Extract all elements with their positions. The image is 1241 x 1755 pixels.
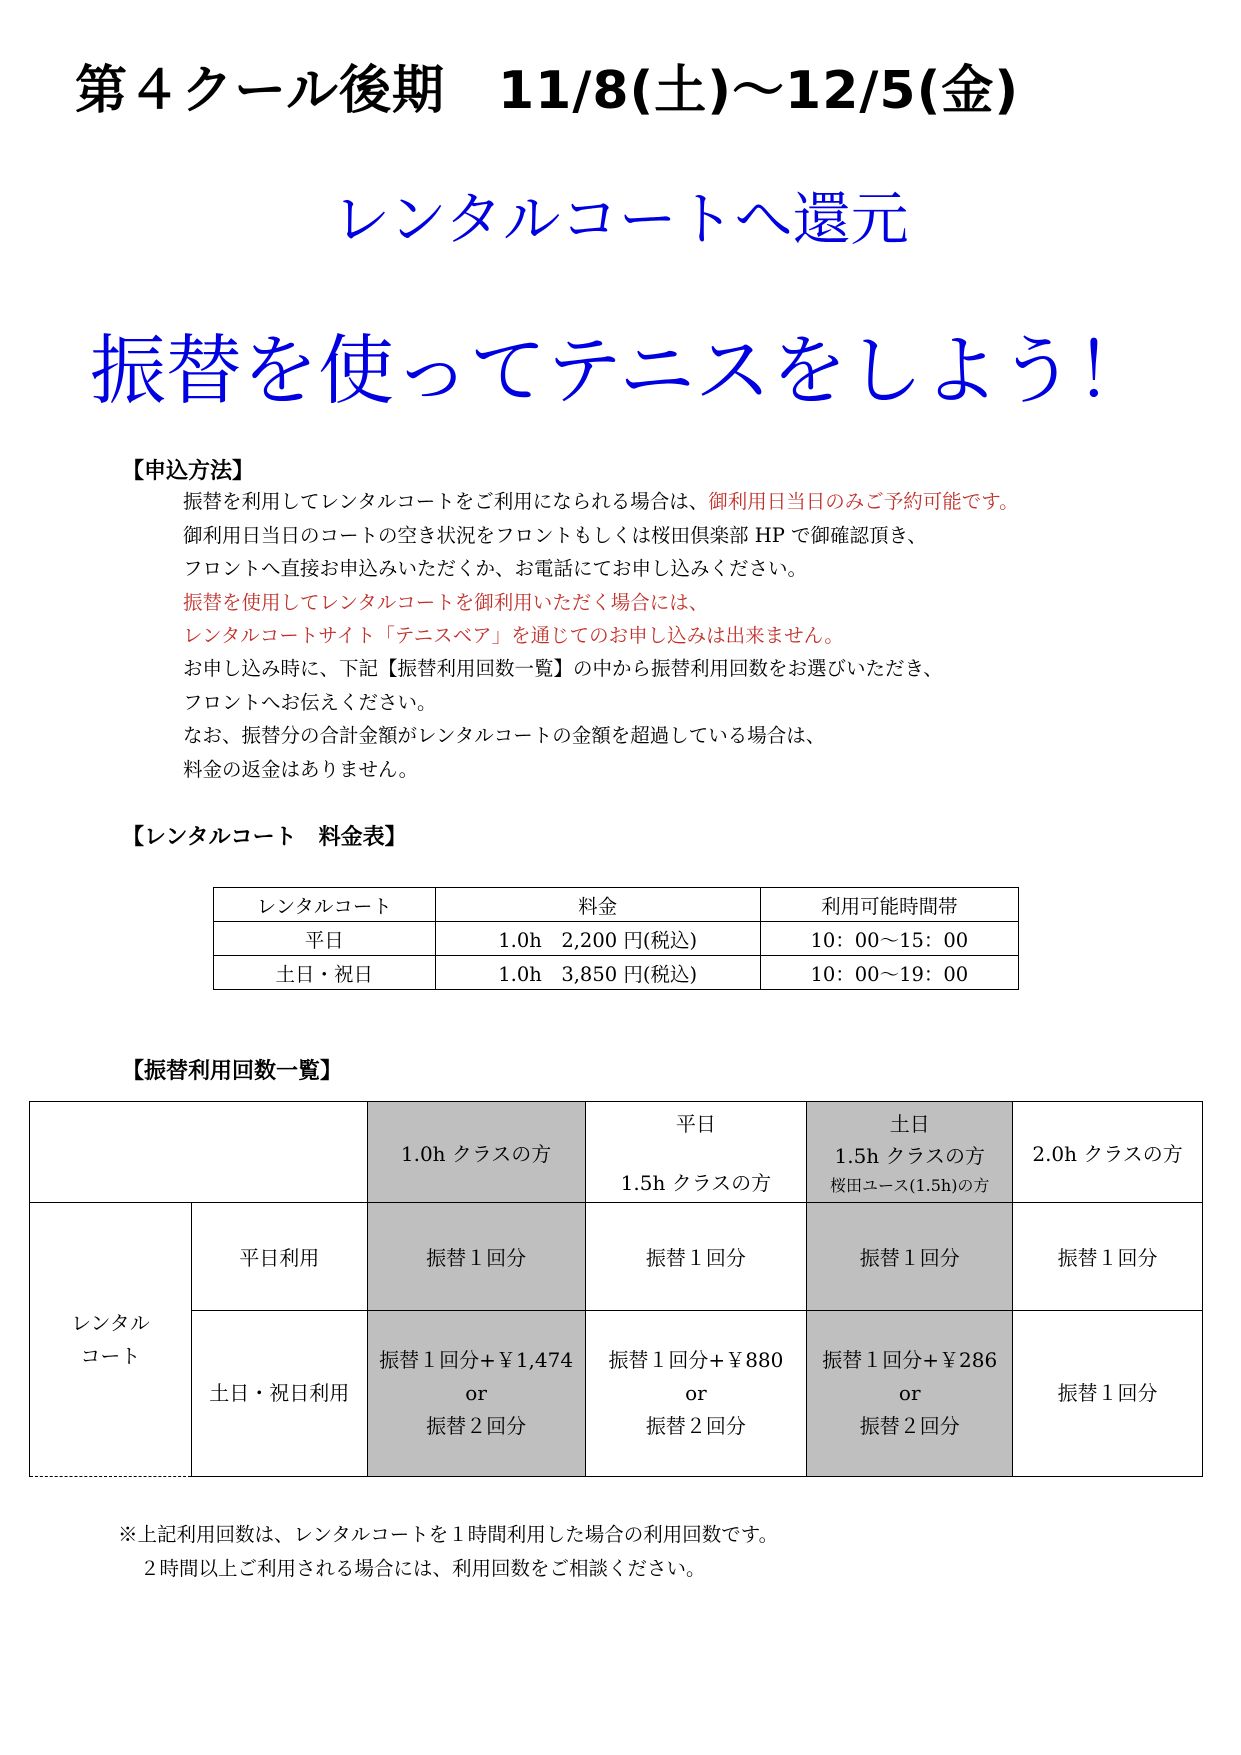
application-line: 振替を使用してレンタルコートを御利用いただく場合には、 — [183, 591, 709, 614]
price-table — [213, 887, 1019, 990]
table-row — [30, 1102, 1203, 1203]
application-line: 料金の返金はありません。 — [183, 758, 419, 781]
price-table-heading: 【レンタルコート 料金表】 — [122, 825, 407, 850]
col-header-label: 1.0h クラスの方 — [400, 1141, 552, 1166]
cell-option: 振替１回分+￥880 — [608, 1348, 784, 1372]
table-cell: 1.0h 3,850 円(税込) — [435, 956, 760, 990]
application-text: 振替を利用してレンタルコートをご利用になられる場合は、 — [183, 490, 709, 513]
table-row — [214, 888, 1019, 922]
cell-option: 振替２回分 — [645, 1414, 746, 1438]
application-red-text: 御利用日当日のみご予約可能です。 — [708, 490, 1019, 513]
cell-or: or — [465, 1381, 487, 1405]
row-group-line: レンタル — [71, 1310, 150, 1335]
table-cell — [367, 1311, 585, 1477]
col-header-weekday-15h — [585, 1102, 807, 1203]
row-label: 平日利用 — [191, 1203, 367, 1311]
weekend-label: 土日 — [889, 1112, 930, 1136]
cell-option: 振替２回分 — [859, 1414, 960, 1438]
application-line: なお、振替分の合計金額がレンタルコートの金額を超過している場合は、 — [183, 724, 826, 747]
row-group-line: コート — [80, 1343, 141, 1368]
table-cell: 振替１回分 — [585, 1203, 807, 1311]
table-cell: 振替１回分 — [1013, 1203, 1203, 1311]
col-header-sub-label: 桜田ユース(1.5h)の方 — [830, 1176, 990, 1195]
application-line: フロントへ直接お申込みいただくか、お電話にてお申し込みください。 — [183, 557, 808, 580]
table-row — [214, 956, 1019, 990]
application-line: 御利用日当日のコートの空き状況をフロントもしくは桜田倶楽部 HP で御確認頂き、 — [183, 524, 927, 547]
row-label: 土日・祝日利用 — [191, 1311, 367, 1477]
application-line: お申し込み時に、下記【振替利用回数一覧】の中から振替利用回数をお選びいただき、 — [183, 657, 943, 680]
cell-option: 振替１回分+￥286 — [822, 1348, 998, 1372]
col-header-2h — [1013, 1102, 1203, 1203]
application-line — [183, 486, 1019, 514]
footnote: ※上記利用回数は、レンタルコートを１時間利用した場合の利用回数です。 — [118, 1523, 779, 1546]
table-cell — [585, 1311, 807, 1477]
usage-table-heading: 【振替利用回数一覧】 — [122, 1059, 343, 1084]
col-header-weekend-15h — [807, 1102, 1013, 1203]
table-header: 料金 — [435, 888, 760, 922]
weekday-label: 平日 — [675, 1112, 716, 1136]
table-header: 利用可能時間帯 — [760, 888, 1018, 922]
table-cell: 振替１回分 — [367, 1203, 585, 1311]
col-header-label: 1.5h クラスの方 — [620, 1171, 772, 1195]
footnote: ２時間以上ご利用される場合には、利用回数をご相談ください。 — [140, 1557, 706, 1580]
application-heading: 【申込方法】 — [122, 459, 255, 484]
row-group-label — [30, 1203, 192, 1477]
table-cell: 1.0h 2,200 円(税込) — [435, 922, 760, 956]
page-title: 第４クール後期 11/8(土)～12/5(金) — [75, 61, 1020, 121]
table-row — [214, 922, 1019, 956]
table-cell: 振替１回分 — [1013, 1311, 1203, 1477]
table-cell: 10：00～19：00 — [760, 956, 1018, 990]
col-header-label: 1.5h クラスの方 — [834, 1144, 985, 1168]
table-header: レンタルコート — [214, 888, 436, 922]
table-cell: 10：00～15：00 — [760, 922, 1018, 956]
cell-or: or — [898, 1381, 921, 1405]
table-corner — [30, 1102, 368, 1203]
cell-option: 振替２回分 — [426, 1414, 527, 1438]
application-line: フロントへお伝えください。 — [183, 691, 437, 714]
headline: 振替を使ってテニスをしよう！ — [90, 326, 1151, 415]
table-cell — [807, 1311, 1013, 1477]
col-header-label: 2.0h クラスの方 — [1032, 1141, 1183, 1166]
application-line: レンタルコートサイト「テニスベア」を通じてのお申し込みは出来ません。 — [183, 624, 844, 647]
usage-table — [29, 1101, 1203, 1477]
subtitle: レンタルコートへ還元 — [332, 185, 909, 253]
table-cell: 振替１回分 — [807, 1203, 1013, 1311]
table-cell: 土日・祝日 — [214, 956, 436, 990]
cell-or: or — [685, 1381, 707, 1405]
table-cell: 平日 — [214, 922, 436, 956]
cell-option: 振替１回分+￥1,474 — [379, 1348, 574, 1372]
col-header-1h — [367, 1102, 585, 1203]
table-row — [30, 1203, 1203, 1311]
table-row — [30, 1311, 1203, 1477]
